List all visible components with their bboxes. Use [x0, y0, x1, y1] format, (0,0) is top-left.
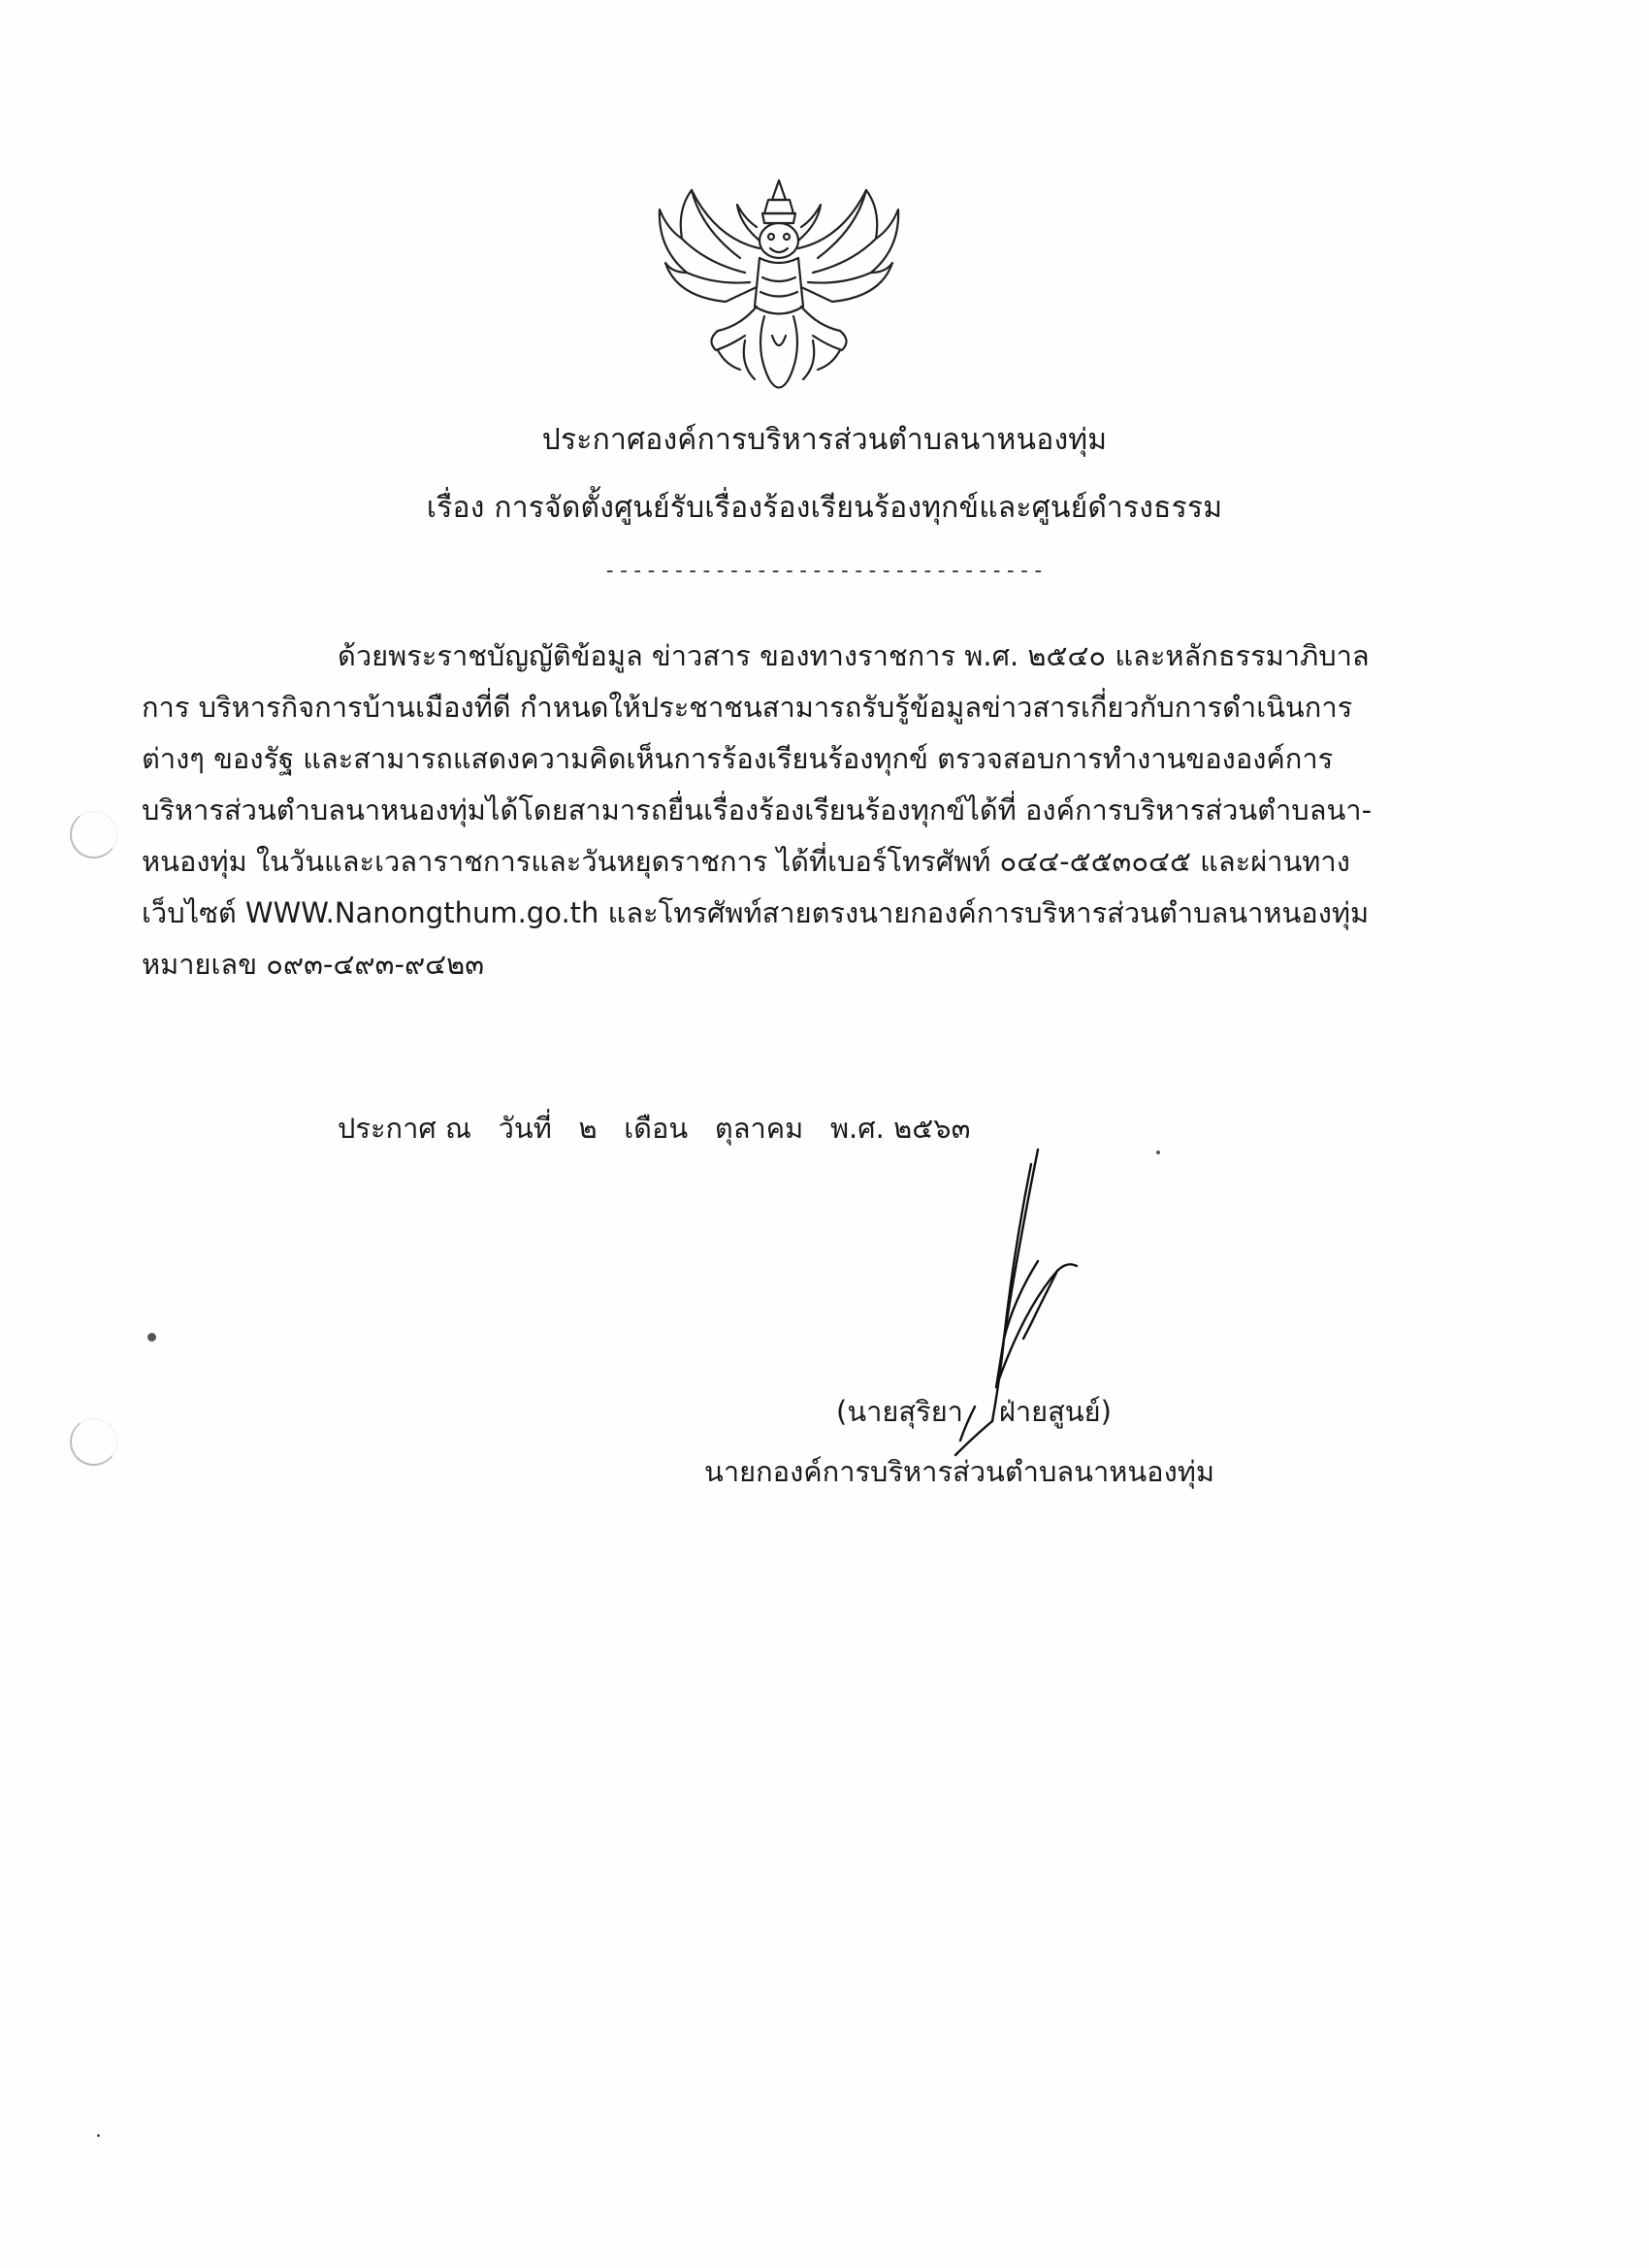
- signer-title: นายกองค์การบริหารส่วนตำบลนาหนองทุ่ม: [704, 1455, 1214, 1488]
- signer-name: (นายสุริยา ฝ่ายสูนย์): [836, 1395, 1112, 1428]
- announcement-subject: เรื่อง การจัดตั้งศูนย์รับเรื่องร้องเรียนร้องทุกข์และศูนย์ดำรงธรรม: [426, 491, 1223, 525]
- body-line: ด้วยพระราชบัญญัติข้อมูล ข่าวสาร ของทางราชการ พ.ศ. ๒๕๔๐ และหลักธรรมาภิบาล: [338, 639, 1370, 672]
- punch-hole: [70, 811, 117, 859]
- scan-speck: [1156, 1150, 1160, 1154]
- scan-speck: [147, 1333, 156, 1342]
- body-line: เว็บไซต์ WWW.Nanongthum.go.th และโทรศัพท์สายตรงนายกองค์การบริหารส่วนตำบลนาหนองทุ่ม: [142, 896, 1370, 929]
- punch-hole: [70, 1418, 117, 1466]
- body-line: หนองทุ่ม ในวันและเวลาราชการและวันหยุดราชการ ได้ที่เบอร์โทรศัพท์ ๐๔๔-๕๕๓๐๔๕ และผ่านทาง: [142, 845, 1350, 878]
- body-line: หมายเลข ๐๙๓-๔๙๓-๙๔๒๓: [142, 948, 485, 981]
- announcement-body: [142, 631, 1451, 990]
- body-line: บริหารส่วนตำบลนาหนองทุ่มได้โดยสามารถยื่นเรื่องร้องเรียนร้องทุกข์ได้ที่ องค์การบริหารส่วนตำบลนา-: [142, 794, 1373, 826]
- heading-divider: --------------------------------: [603, 559, 1046, 583]
- body-line: ต่างๆ ของรัฐ และสามารถแสดงความคิดเห็นการร้องเรียนร้องทุกข์ ตรวจสอบการทำงานขององค์การ: [142, 742, 1334, 775]
- announcement-date: ประกาศ ณ วันที่ ๒ เดือน ตุลาคม พ.ศ. ๒๕๖๓: [338, 1112, 971, 1145]
- garuda-emblem-icon: [648, 171, 910, 404]
- announcement-heading: ประกาศองค์การบริหารส่วนตำบลนาหนองทุ่ม: [541, 423, 1108, 457]
- scan-speck: [97, 2134, 100, 2137]
- body-line: การ บริหารกิจการบ้านเมืองที่ดี กำหนดให้ประชาชนสามารถรับรู้ข้อมูลข่าวสารเกี่ยวกับการดำเนินการ: [142, 691, 1353, 724]
